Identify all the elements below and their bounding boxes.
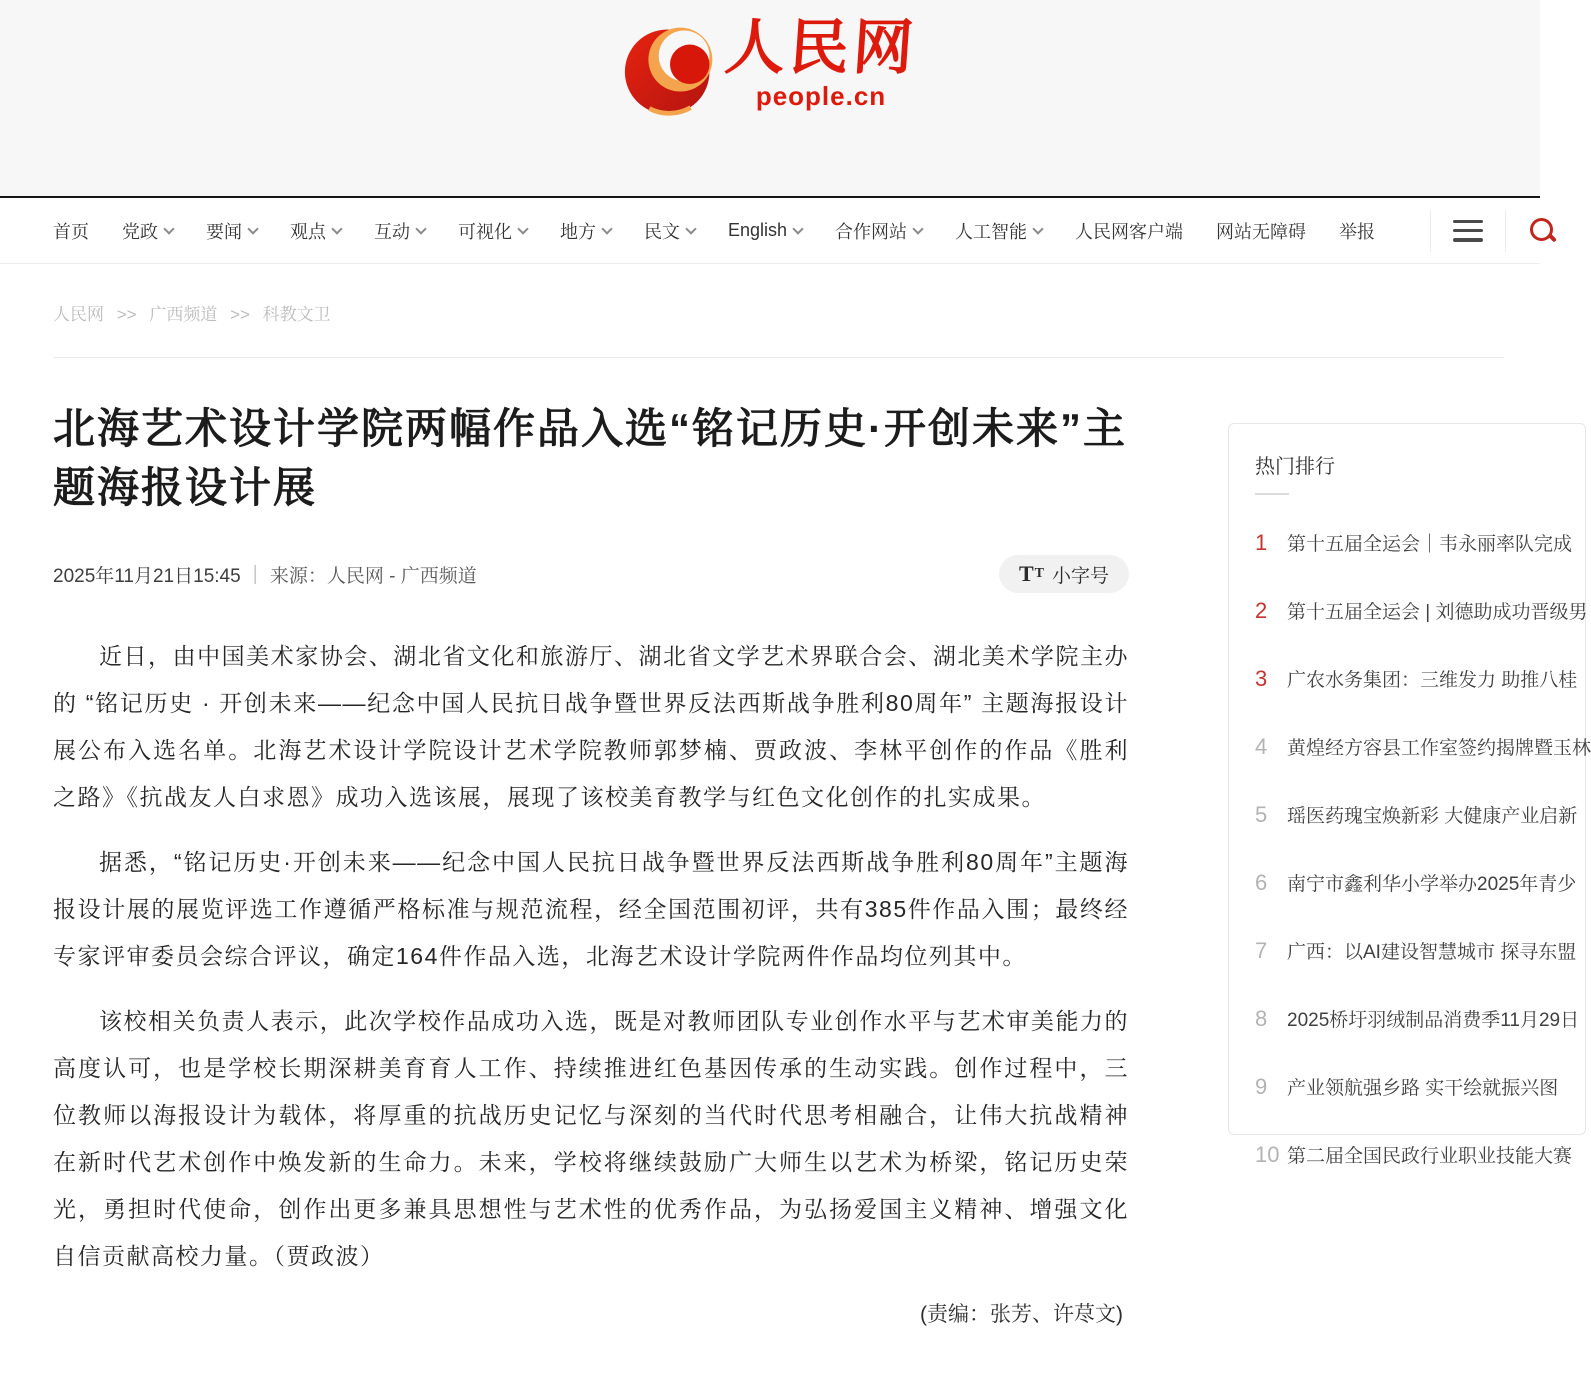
nav-item-人民网客户端[interactable]: [1075, 218, 1183, 244]
chevron-down-icon: [601, 223, 612, 234]
article-source[interactable]: 来源：人民网 - 广西频道: [269, 565, 477, 587]
nav-divider: [1505, 210, 1506, 252]
nav-item-label: 党政: [122, 221, 158, 242]
ranking-item-title: 南宁市鑫利华小学举办2025年青少: [1287, 874, 1577, 895]
nav-item-label: 互动: [374, 221, 410, 242]
nav-item-要闻[interactable]: [206, 218, 257, 244]
nav-item-label: 要闻: [206, 221, 242, 242]
logo-domain-text: people.cn: [755, 81, 887, 111]
nav-item-label: 网站无障碍: [1216, 221, 1307, 242]
nav-item-label: 可视化: [458, 221, 512, 242]
logo-chinese-title: 人民网: [722, 14, 920, 81]
nav-item-label: 观点: [290, 221, 326, 242]
nav-item-网站无障碍[interactable]: [1216, 218, 1306, 244]
chevron-down-icon: [247, 223, 258, 234]
ranking-item-3[interactable]: [1255, 665, 1585, 692]
ranking-number: 3: [1255, 666, 1268, 691]
chevron-down-icon: [685, 223, 696, 234]
article-paragraph: 该校相关负责人表示，此次学校作品成功入选，既是对教师团队专业创作水平与艺术审美能力的高度认可，也是学校长期深耕美育育人工作、持续推进红色基因传承的生动实践。创作过程中，三位教师以海报设计为载体，将厚重的抗战历史记忆与深刻的当代时代思考相融合，让伟大抗战精神在新时代艺术创作中焕发新的生命力。未来，学校将继续鼓励广大师生以艺术为桥梁，铭记历史荣光，勇担时代使命，创作出更多兼具思想性与艺术性的优秀作品，为弘扬爱国主义精神、增强文化自信贡献高校力量。（贾政波）: [53, 1008, 1129, 1269]
horizontal-divider: [53, 357, 1504, 358]
ranking-number: 4: [1255, 734, 1268, 759]
nav-item-互动[interactable]: [374, 218, 425, 244]
nav-item-label: 人工智能: [955, 221, 1028, 242]
nav-item-民文[interactable]: [644, 218, 695, 244]
breadcrumb-link-channel[interactable]: 广西频道: [149, 305, 218, 324]
search-icon[interactable]: [1528, 216, 1558, 246]
ranking-item-title: 2025桥圩羽绒制品消费季11月29日: [1287, 1010, 1580, 1031]
ranking-item-title: 瑶医药瑰宝焕新彩 大健康产业启新: [1287, 806, 1578, 827]
nav-item-label: English: [728, 220, 788, 240]
article-paragraph: 据悉，“铭记历史·开创未来——纪念中国人民抗日战争暨世界反法西斯战争胜利80周年”主题海报设计展的展览评选工作遵循严格标准与规范流程，经全国范围初评，共有385件作品入围；最终经专家评审委员会综合评议，确定164件作品入选，北海艺术设计学院两件作品均位列其中。: [53, 849, 1129, 969]
page-title: 北海艺术设计学院两幅作品入选“铭记历史·开创未来”主题海报设计展: [53, 405, 1127, 511]
hot-ranking-panel: [1228, 423, 1591, 1167]
nav-item-label: 举报: [1339, 221, 1376, 242]
chevron-down-icon: [792, 223, 803, 234]
ranking-number: 7: [1255, 938, 1268, 963]
breadcrumb: [53, 300, 1540, 325]
ranking-number: 5: [1255, 802, 1268, 827]
breadcrumb-separator: >>: [116, 305, 137, 324]
font-size-button-label: 小字号: [1051, 565, 1109, 587]
publish-date: 2025年11月21日15:45: [53, 565, 241, 587]
breadcrumb-link-section[interactable]: 科教文卫: [262, 305, 331, 324]
title-underline: [1255, 493, 1289, 495]
nav-item-观点[interactable]: [290, 218, 341, 244]
breadcrumb-link-home[interactable]: 人民网: [53, 305, 104, 324]
nav-item-label: 人民网客户端: [1075, 221, 1184, 242]
font-size-icon: T: [1018, 561, 1034, 586]
ranking-item-title: 黄煌经方容县工作室签约揭牌暨玉林: [1287, 738, 1591, 759]
ranking-item-8[interactable]: [1255, 1005, 1585, 1032]
article-paragraph: 近日，由中国美术家协会、湖北省文化和旅游厅、湖北省文学艺术界联合会、湖北美术学院主办的 “铭记历史 · 开创未来——纪念中国人民抗日战争暨世界反法西斯战争胜利80周年” 主题海报设计展公布入选名单。北海艺术设计学院设计艺术学院教师郭梦楠、贾政波、李林平创作的作品《胜利之路》《抗战友人白求恩》成功入选该展，展现了该校美育教学与红色文化创作的扎实成果。: [53, 643, 1129, 810]
ranking-number: 9: [1255, 1074, 1268, 1099]
ranking-number: 10: [1255, 1142, 1280, 1167]
ranking-number: 2: [1255, 598, 1268, 623]
nav-item-English[interactable]: [728, 220, 802, 241]
nav-item-地方[interactable]: [560, 218, 611, 244]
ranking-item-4[interactable]: [1255, 733, 1591, 760]
chevron-down-icon: [912, 223, 923, 234]
ranking-item-10[interactable]: [1255, 1141, 1585, 1168]
chevron-down-icon: [163, 223, 174, 234]
ranking-item-2[interactable]: [1255, 597, 1588, 624]
ranking-item-title: 第十五届全运会 | 刘德助成功晋级男: [1287, 602, 1588, 623]
ranking-item-title: 第二届全国民政行业职业技能大赛: [1287, 1146, 1573, 1167]
chevron-down-icon: [331, 223, 342, 234]
nav-item-人工智能[interactable]: [955, 218, 1042, 244]
nav-item-首页[interactable]: [53, 218, 89, 244]
main-navigation: [0, 198, 1540, 264]
ranking-number: 6: [1255, 870, 1268, 895]
nav-item-合作网站[interactable]: [835, 218, 922, 244]
nav-item-举报[interactable]: [1339, 218, 1375, 244]
article-meta: [53, 555, 1129, 593]
ranking-item-7[interactable]: [1255, 937, 1585, 964]
chevron-down-icon: [1032, 223, 1043, 234]
logo-swirl-icon: [623, 22, 717, 116]
ranking-item-title: 产业领航强乡路 实干绘就振兴图: [1287, 1078, 1559, 1099]
ranking-item-9[interactable]: [1255, 1073, 1585, 1100]
site-header: [0, 0, 1540, 198]
nav-item-可视化[interactable]: [458, 218, 527, 244]
meta-separator: |: [252, 562, 258, 585]
ranking-item-5[interactable]: [1255, 801, 1585, 828]
ranking-item-6[interactable]: [1255, 869, 1585, 896]
nav-items: [53, 218, 1408, 244]
chevron-down-icon: [415, 223, 426, 234]
editor-credit: (责编：张芳、许荩文): [920, 1303, 1123, 1326]
breadcrumb-separator: >>: [230, 305, 250, 324]
nav-divider: [1430, 210, 1431, 252]
nav-item-label: 首页: [53, 221, 89, 242]
nav-item-label: 民文: [644, 221, 680, 242]
ranking-number: 8: [1255, 1006, 1268, 1031]
ranking-item-title: 第十五届全运会｜韦永丽率队完成: [1287, 534, 1573, 555]
ranking-item-title: 广农水务集团：三维发力 助推八桂: [1287, 670, 1578, 691]
article-body: [53, 633, 1129, 1280]
hot-ranking-title: 热门排行: [1255, 456, 1335, 478]
ranking-item-title: 广西：以AI建设智慧城市 探寻东盟: [1287, 942, 1577, 963]
menu-icon[interactable]: [1453, 220, 1483, 242]
ranking-number: 1: [1255, 530, 1268, 555]
nav-item-党政[interactable]: [122, 218, 173, 244]
font-size-button[interactable]: T T 小字号: [999, 555, 1129, 593]
ranking-item-1[interactable]: [1255, 529, 1585, 556]
people-cn-logo[interactable]: [623, 14, 920, 196]
chevron-down-icon: [517, 223, 528, 234]
nav-item-label: 合作网站: [835, 221, 908, 242]
nav-right-tools: [1408, 210, 1566, 252]
nav-item-label: 地方: [560, 221, 596, 242]
article-main: [53, 385, 1129, 1328]
hot-ranking-list: [1255, 529, 1591, 1168]
